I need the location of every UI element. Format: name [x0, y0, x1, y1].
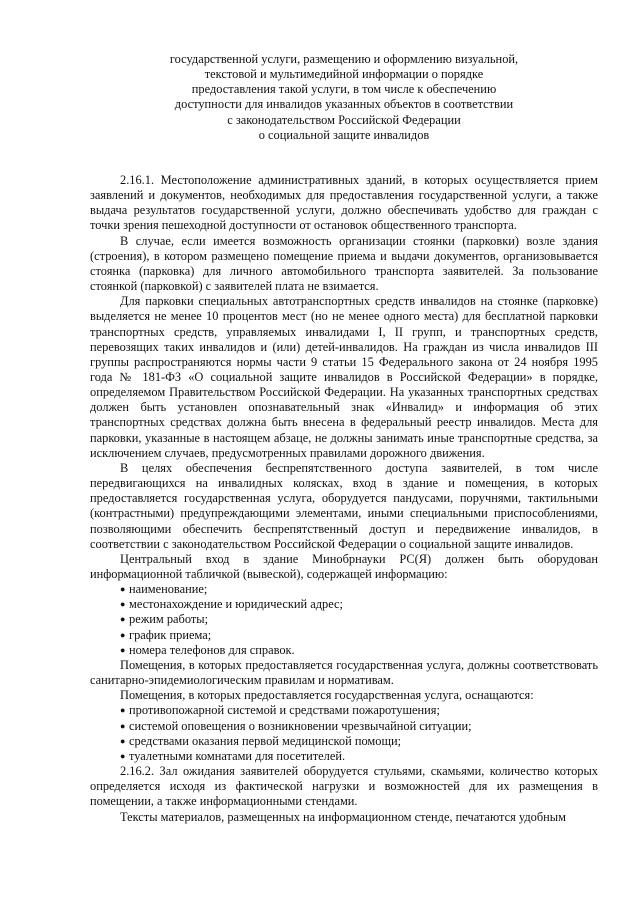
- list-item: [90, 749, 598, 764]
- spacer: [90, 143, 598, 173]
- paragraph: 2.16.1. Местоположение административных зданий, в которых осуществляется прием заявлений и документов, необходимых для предоставления государственной услуги, а также выдача результатов государственной услуги, должно обеспечивать удобство для граждан с точки зрения пешеходной доступности от остановок общественного транспорта.: [90, 172, 598, 233]
- signage-info-list: [90, 582, 598, 658]
- bullet-icon: ●: [120, 599, 126, 610]
- equipment-list: [90, 703, 598, 764]
- section-heading: [90, 52, 598, 143]
- bullet-icon: ●: [120, 705, 126, 716]
- list-item-text: график приема;: [129, 627, 212, 642]
- bullet-icon: ●: [120, 614, 126, 625]
- heading-line: государственной услуги, размещению и оформлению визуальной,: [169, 52, 519, 66]
- bullet-icon: ●: [120, 629, 126, 640]
- heading-line: доступности для инвалидов указанных объектов в соответствии: [174, 97, 514, 112]
- heading-line: текстовой и мультимедийной информации о порядке: [204, 67, 484, 82]
- list-item-text: противопожарной системой и средствами пожаротушения;: [129, 703, 440, 718]
- heading-line: о социальной защите инвалидов: [258, 127, 430, 142]
- bullet-icon: ●: [120, 584, 126, 595]
- bullet-icon: ●: [120, 750, 126, 761]
- list-item: [90, 643, 598, 658]
- list-item: [90, 703, 598, 718]
- list-item-text: местонахождение и юридический адрес;: [129, 597, 343, 612]
- list-item: [90, 719, 598, 734]
- paragraph: 2.16.2. Зал ожидания заявителей оборудуется стульями, скамьями, количество которых определяется исходя из фактической нагрузки и возможностей для их размещения в помещении, а также информационными стендами.: [90, 764, 598, 809]
- list-item: [90, 628, 598, 643]
- bullet-icon: ●: [120, 644, 126, 655]
- list-item: [90, 582, 598, 597]
- paragraph: Помещения, в которых предоставляется государственная услуга, должны соответствовать санитарно-эпидемиологическим правилам и нормативам.: [90, 657, 598, 688]
- list-item: [90, 612, 598, 627]
- heading-line: с законодательством Российской Федерации: [227, 112, 461, 127]
- paragraph: Для парковки специальных автотранспортных средств инвалидов на стоянке (парковке) выделяется не менее 10 процентов мест (но не менее одного места) для бесплатной парковки транспортных средств, управляемых инвалидами I, II групп, и транспортных средств, перевозящих таких инвалидов и (или) детей-инвалидов. На граждан из числа инвалидов III группы распространяются нормы части 9 статьи 15 Федерального закона от 24 ноября 1995 года № 181-ФЗ «О социальной защите инвалидов в Российской Федерации» в порядке, определяемом Правительством Российской Федерации. На указанных транспортных средствах должен быть установлен опознавательный знак «Инвалид» и информация об этих транспортных средствах должна быть внесена в федеральный реестр инвалидов. Места для парковки, указанные в настоящем абзаце, не должны занимать иные транспортные средства, за исключением случаев, предусмотренных правилами дорожного движения.: [90, 294, 598, 460]
- paragraph: Центральный вход в здание Минобрнауки РС(Я) должен быть оборудован информационной табличкой (вывеской), содержащей информацию:: [90, 551, 598, 581]
- list-item-text: туалетными комнатами для посетителей.: [129, 748, 346, 763]
- paragraph: В целях обеспечения беспрепятственного доступа заявителей, в том числе передвигающихся на инвалидных колясках, вход в здание и помещения, в которых предоставляется государственная услуга, оборудуется пандусами, поручнями, тактильными (контрастными) предупреждающими элементами, иными специальными приспособлениями, позволяющими обеспечить беспрепятственный доступ и передвижение инвалидов, в соответствии с законодательством Российской Федерации о социальной защите инвалидов.: [90, 460, 598, 551]
- list-item-text: наименование;: [129, 582, 208, 597]
- paragraph: В случае, если имеется возможность организации стоянки (парковки) возле здания (строения), в котором размещено помещение приема и выдачи документов, организовывается стоянка (парковка) для личного автомобильного транспорта заявителей. За пользование стоянкой (парковкой) с заявителей плата не взимается.: [90, 233, 598, 294]
- bullet-icon: ●: [120, 735, 126, 746]
- list-item: [90, 597, 598, 612]
- list-item-text: режим работы;: [129, 612, 209, 627]
- heading-line: предоставления такой услуги, в том числе к обеспечению: [191, 82, 497, 97]
- bullet-icon: ●: [120, 720, 126, 731]
- list-item: [90, 734, 598, 749]
- document-page: [90, 52, 598, 825]
- list-item-text: средствами оказания первой медицинской помощи;: [129, 733, 402, 748]
- paragraph: Тексты материалов, размещенных на информационном стенде, печатаются удобным: [120, 809, 566, 824]
- list-item-text: номера телефонов для справок.: [129, 642, 295, 657]
- paragraph: Помещения, в которых предоставляется государственная услуга, оснащаются:: [120, 688, 534, 703]
- list-item-text: системой оповещения о возникновении чрезвычайной ситуации;: [129, 718, 472, 733]
